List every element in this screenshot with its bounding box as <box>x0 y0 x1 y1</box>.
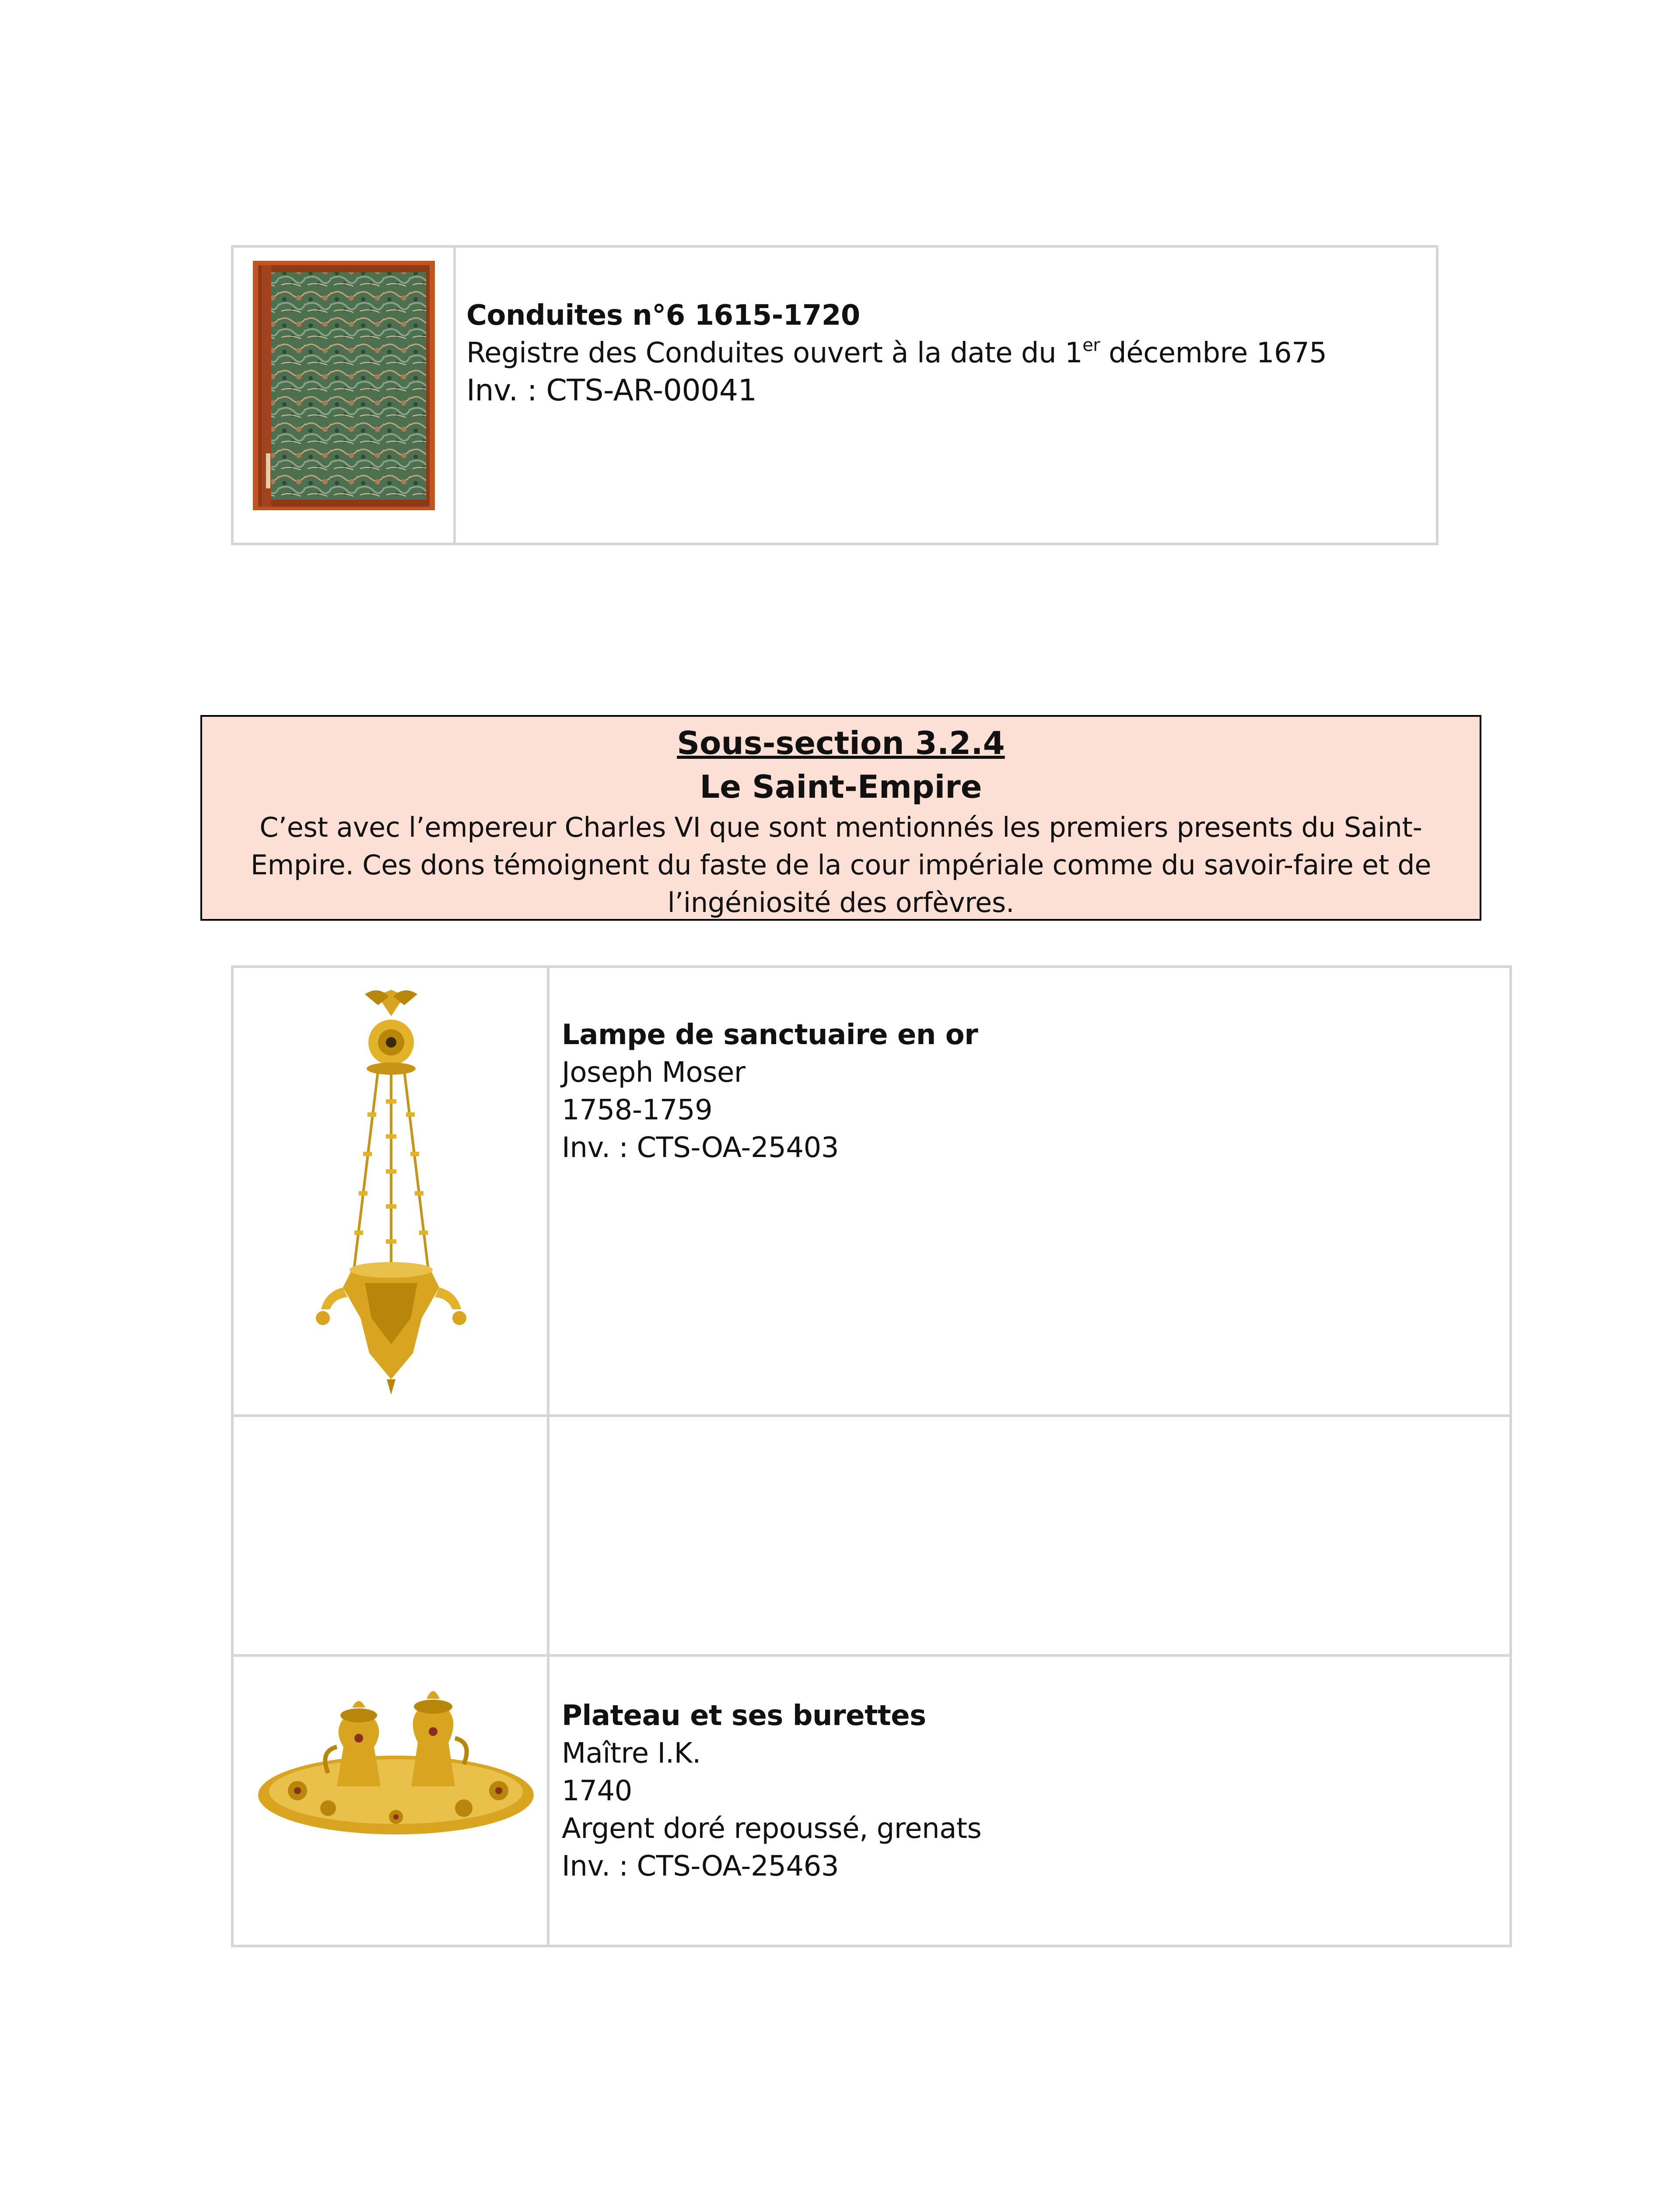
subsection-subtitle: Le Saint-Empire <box>700 768 982 805</box>
register-book-image <box>253 261 435 510</box>
tray-image <box>254 1677 538 1839</box>
item-artist: Maître I.K. <box>562 1737 701 1770</box>
inventory-number: Inv. : CTS-AR-00041 <box>466 373 757 408</box>
tray-caption <box>562 1697 1480 1885</box>
item-artist: Joseph Moser <box>562 1056 746 1089</box>
sanctuary-lamp-image <box>312 985 470 1397</box>
lamp-caption <box>562 1016 1480 1167</box>
subsection-description: C’est avec l’empereur Charles VI que sont mentionnés les premiers presents du Saint-Empire. Ces dons témoignent du faste de la cour impériale comme du savoir-faire et de l’ingéniosité des orfèvres. <box>250 811 1432 919</box>
table-row-divider <box>234 1654 1509 1657</box>
register-caption <box>466 297 1420 410</box>
subsection-header <box>200 715 1481 921</box>
inventory-number: Inv. : CTS-OA-25463 <box>562 1850 839 1883</box>
catalog-table-objects <box>231 965 1512 1947</box>
item-description: Registre des Conduites ouvert à la date du 1er décembre 1675 <box>466 335 1327 369</box>
subsection-title: Sous-section 3.2.4 <box>677 725 1005 761</box>
item-title: Lampe de sanctuaire en or <box>562 1019 978 1051</box>
item-material: Argent doré repoussé, grenats <box>562 1813 982 1845</box>
lamp-image <box>312 985 470 1397</box>
catalog-table-archives <box>231 245 1438 545</box>
inventory-number: Inv. : CTS-OA-25403 <box>562 1132 839 1164</box>
register-image <box>253 261 435 510</box>
table-divider <box>547 968 550 1945</box>
table-row-divider <box>234 1414 1509 1417</box>
item-title: Conduites n°6 1615-1720 <box>466 299 860 332</box>
tray-cruets-image <box>254 1677 538 1839</box>
item-date: 1740 <box>562 1775 632 1807</box>
item-date: 1758-1759 <box>562 1094 713 1126</box>
table-divider <box>453 248 456 543</box>
item-title: Plateau et ses burettes <box>562 1700 926 1732</box>
